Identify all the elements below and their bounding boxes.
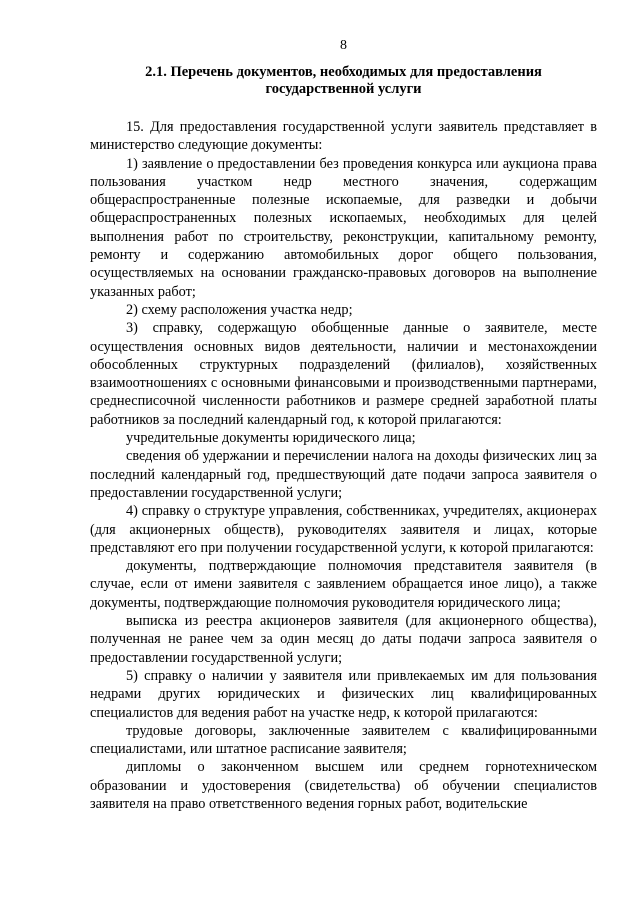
paragraph-item-3-attachment-1: учредительные документы юридического лица;: [126, 430, 416, 447]
paragraph-item-2: 2) схему расположения участка недр;: [126, 301, 353, 318]
paragraph-item-3-attachment-2: сведения об удержании и перечислении налога на доходы физических лиц за последний календарный год, предшествующий дате подачи запроса заявителя о предоставлении государственной услуги;: [90, 448, 597, 501]
paragraph-intro: 15. Для предоставления государственной услуги заявитель представляет в министерство следующие документы:: [90, 119, 597, 154]
paragraph-item-4: 4) справку о структуре управления, собственниках, учредителях, акционерах (для акционерных обществ), руководителях заявителя и лицах, которые представляют его при получении государственной услуги, к которой прилагаются:: [90, 503, 597, 556]
paragraph-item-3: 3) справку, содержащую обобщенные данные о заявителе, месте осуществления основных видов деятельности, наличии и местонахождении обособленных структурных подразделений (филиалов), хозяйственных взаимоотношениях с основными финансовыми и производственными партнерами, среднесписочной численности работников и размере средней заработной платы работников за последний календарный год, к которой прилагаются:: [90, 320, 597, 428]
paragraph-item-4-attachment-2: выписка из реестра акционеров заявителя (для акционерного общества), полученная не ранее чем за один месяц до даты подачи запроса заявителя о предоставлении государственной услуги;: [90, 613, 597, 666]
section-title: [90, 64, 597, 98]
document-body: [90, 118, 597, 813]
paragraph-item-5-attachment-1: трудовые договоры, заключенные заявителем с квалифицированными специалистами, или штатное расписание заявителя;: [90, 722, 597, 758]
paragraph-item-4-attachment-1: документы, подтверждающие полномочия представителя заявителя (в случае, если от имени заявителя с заявлением обращается иное лицо), а также документы, подтверждающие полномочия руководителя юридического лица;: [90, 558, 597, 611]
document-page: [90, 38, 597, 813]
paragraph-item-5-attachment-2: дипломы о законченном высшем или среднем горнотехническом образовании и удостоверения (свидетельства) об обучении специалистов заявителя на право ответственного ведения горных работ, водительские: [90, 759, 597, 812]
page-number: 8: [340, 38, 347, 53]
section-title-line-1: 2.1. Перечень документов, необходимых для предоставления: [145, 64, 542, 80]
section-title-line-2: государственной услуги: [265, 81, 422, 97]
paragraph-item-1: 1) заявление о предоставлении без проведения конкурса или аукциона права пользования участком недр местного значения, содержащим общераспространенные полезные ископаемые, для разведки и добычи общераспространенных полезных ископаемых, необходимых для целей выполнения работ по строительству, реконструкции, капитальному ремонту, ремонту и содержанию автомобильных дорог общего пользования, осуществляемых на основании гражданско-правовых договоров на выполнение указанных работ;: [90, 155, 597, 300]
paragraph-item-5: 5) справку о наличии у заявителя или привлекаемых им для пользования недрами других юридических и физических лиц квалифицированных специалистов для ведения работ на участке недр, к которой прилагаются:: [90, 667, 597, 721]
